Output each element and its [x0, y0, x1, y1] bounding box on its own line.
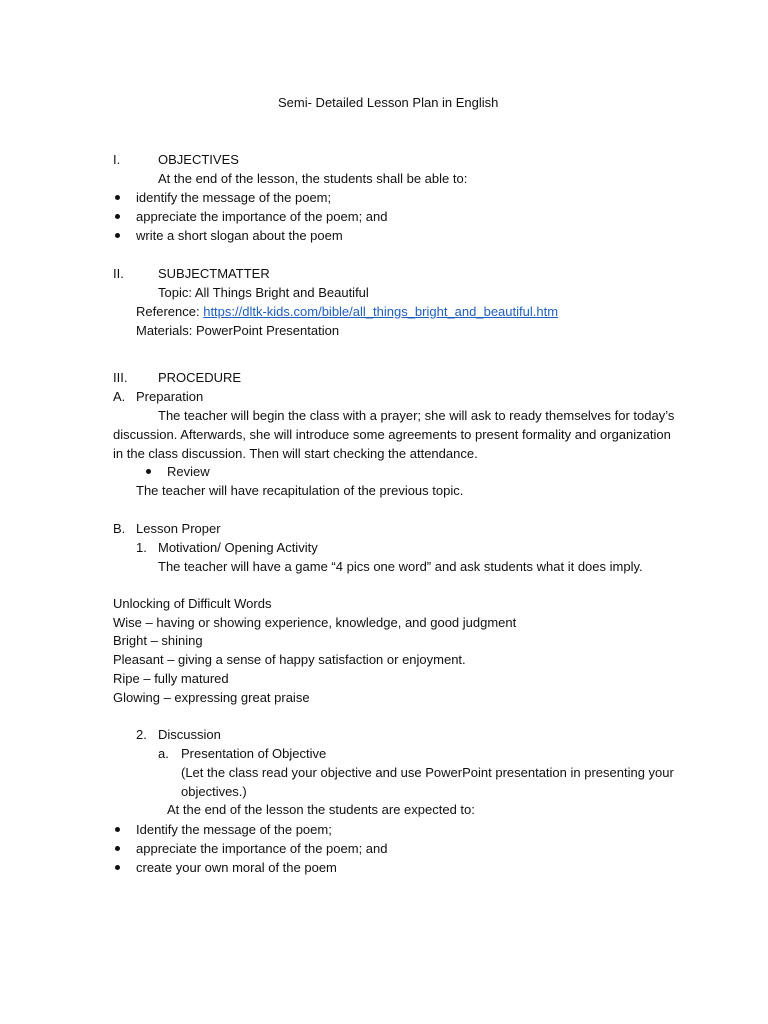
presentation-letter: a.: [158, 746, 169, 761]
lesson-proper-heading: Lesson Proper: [136, 521, 221, 536]
bullet-icon: [115, 233, 120, 238]
materials-line: [136, 323, 339, 339]
reference-line: [136, 304, 558, 320]
subject-matter-numeral: II.: [113, 266, 124, 281]
discussion-item: create your own moral of the poem: [136, 860, 337, 875]
materials-value: PowerPoint Presentation: [195, 323, 340, 338]
preparation-heading: Preparation: [136, 389, 204, 404]
motivation-number: 1.: [136, 540, 147, 555]
lesson-proper-letter: B.: [113, 521, 126, 536]
procedure-heading: PROCEDURE: [158, 370, 242, 385]
vocabulary-item: Ripe – fully matured: [113, 671, 229, 686]
reference-label: Reference:: [136, 304, 200, 319]
vocabulary-item: Bright – shining: [113, 633, 203, 648]
topic-label: Topic:: [158, 285, 192, 300]
bullet-icon: [115, 214, 120, 219]
motivation-heading: Motivation/ Opening Activity: [158, 540, 318, 555]
topic-value: All Things Bright and Beautiful: [194, 285, 369, 300]
topic-line: [158, 285, 369, 301]
vocabulary-item: Wise – having or showing experience, knowledge, and good judgment: [113, 615, 517, 630]
objective-item: appreciate the importance of the poem; and: [136, 209, 388, 224]
preparation-paragraph-line: in the class discussion. Then will start checking the attendance.: [113, 446, 478, 461]
discussion-number: 2.: [136, 727, 147, 742]
bullet-icon: [115, 846, 120, 851]
discussion-heading: Discussion: [158, 727, 221, 742]
objective-item: identify the message of the poem;: [136, 190, 332, 205]
materials-label: Materials:: [136, 323, 193, 338]
presentation-note-line: (Let the class read your objective and use PowerPoint presentation in presenting your: [181, 765, 674, 780]
preparation-paragraph-line: discussion. Afterwards, she will introduce some agreements to present formality and organization: [113, 427, 671, 442]
review-text: The teacher will have recapitulation of the previous topic.: [136, 483, 464, 498]
vocabulary-item: Glowing – expressing great praise: [113, 690, 310, 705]
unlocking-heading: Unlocking of Difficult Words: [113, 596, 272, 611]
reference-link[interactable]: https://dltk-kids.com/bible/all_things_bright_and_beautiful.htm: [203, 304, 559, 319]
objectives-numeral: I.: [113, 152, 121, 167]
preparation-paragraph-line: The teacher will begin the class with a prayer; she will ask to ready themselves for today’s: [158, 408, 675, 423]
presentation-note-line: objectives.): [181, 784, 247, 799]
discussion-item: appreciate the importance of the poem; and: [136, 841, 388, 856]
review-heading: Review: [167, 464, 210, 479]
objective-item: write a short slogan about the poem: [136, 228, 343, 243]
bullet-icon: [115, 195, 120, 200]
subject-matter-heading: SUBJECTMATTER: [158, 266, 270, 281]
presentation-heading: Presentation of Objective: [181, 746, 327, 761]
motivation-text: The teacher will have a game “4 pics one word” and ask students what it does imply.: [158, 559, 643, 574]
preparation-letter: A.: [113, 389, 126, 404]
vocabulary-item: Pleasant – giving a sense of happy satisfaction or enjoyment.: [113, 652, 466, 667]
document-title: Semi- Detailed Lesson Plan in English: [278, 95, 499, 110]
bullet-icon: [146, 469, 151, 474]
discussion-intro: At the end of the lesson the students are expected to:: [167, 802, 475, 817]
discussion-item: Identify the message of the poem;: [136, 822, 332, 837]
objectives-intro: At the end of the lesson, the students shall be able to:: [158, 171, 468, 186]
objectives-heading: OBJECTIVES: [158, 152, 239, 167]
bullet-icon: [115, 865, 120, 870]
bullet-icon: [115, 827, 120, 832]
procedure-numeral: III.: [113, 370, 128, 385]
